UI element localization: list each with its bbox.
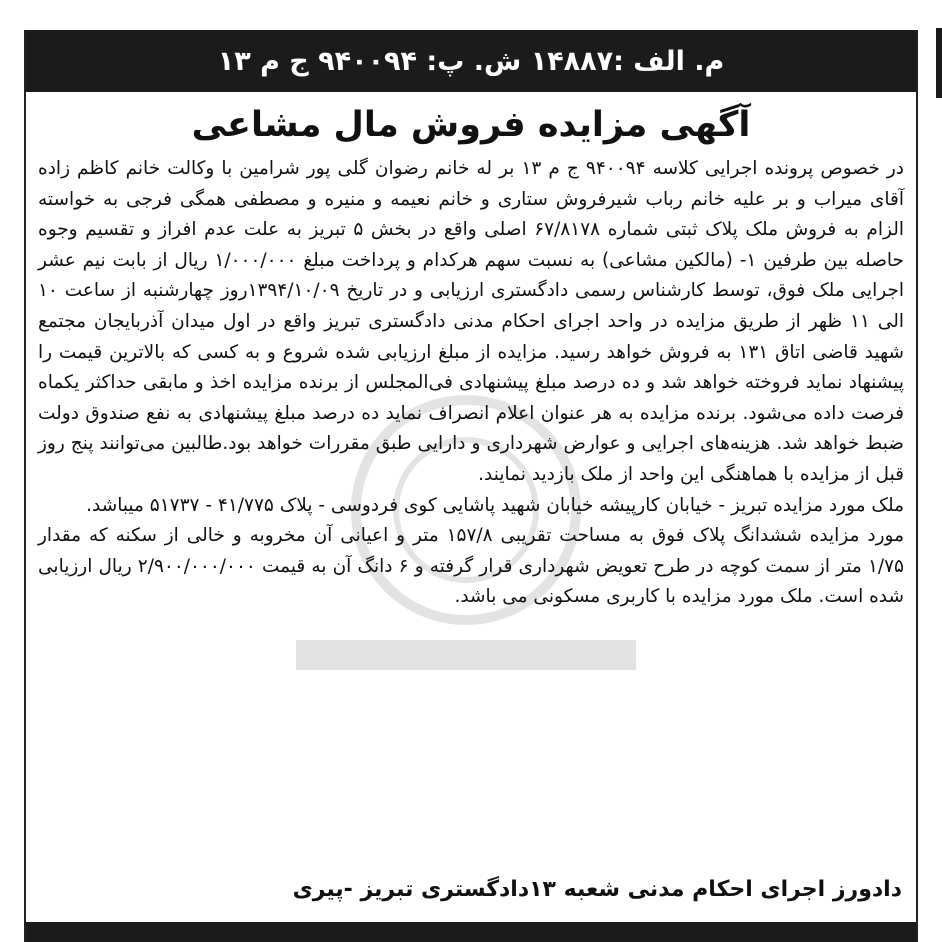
reference-number: م. الف :۱۴۸۸۷ ش. پ: ۹۴۰۰۹۴ ج م ۱۳ — [217, 45, 725, 77]
ad-paragraph-main: در خصوص پرونده اجرایی کلاسه ۹۴۰۰۹۴ ج م ۱۳ بر له خانم رضوان گلی پور شرامین با وکالت خانم کاظم زاده آقای میراب و بر علیه خانم رباب شیرفروش ستاری و خانم نعیمه و منیره و مصطفی همگی فرجی به خواسته الزام به فروش ملک پلاک ثبتی شماره ۶۷/۸۱۷۸ اصلی واقع در بخش ۵ تبریز به علت عدم افراز و تقسیم وجوه حاصله بین طرفین ۱- (مالکین مشاعی) به نسبت سهم هرکدام و پرداخت مبلغ ۱/۰۰۰/۰۰۰ ریال از بابت نیم عشر اجرایی ملک فوق، توسط کارشناس رسمی دادگستری ارزیابی و در تاریخ ۱۳۹۴/۱۰/۰۹روز چهارشنبه از ساعت ۱۰ الی ۱۱ ظهر از طریق مزایده در واحد اجرای احکام مدنی دادگستری تبریز واقع در اول میدان آذربایجان مجتمع شهید قاضی اتاق ۱۳۱ به فروش خواهد رسید. مزایده از مبلغ ارزیابی شده شروع و به کسی که بالاترین قیمت را پیشنهاد نماید فروخته خواهد شد و ده درصد مبلغ پیشنهادی فی‌المجلس از برنده مزایده اخذ و مابقی حداکثر یکماه فرصت داده می‌شود. برنده مزایده به هر عنوان اعلام انصراف نماید ده درصد مبلغ پیشنهادی به نفع صندوق دولت ضبط خواهد شد. هزینه‌های اجرایی و عوارض شهرداری و دارایی طبق مقررات خواهد بود.طالبین می‌توانند پنج روز قبل از مزایده با هماهنگی این واحد از ملک بازدید نمایند. — [38, 158, 905, 485]
ad-title: آگهی مزایده فروش مال مشاعی — [191, 105, 751, 145]
advertisement-frame — [24, 30, 918, 942]
ad-body — [38, 154, 904, 613]
ad-paragraph-location: ملک مورد مزایده تبریز - خیابان کارپیشه خیابان شهید پاشایی کوی فردوسی - پلاک ۴۱/۷۷۵ - ۵۱۷۳۷ میباشد. — [86, 494, 904, 516]
page-edge-rule — [936, 28, 942, 98]
ad-paragraph-description: مورد مزایده ششدانگ پلاک فوق به مساحت تقریبی ۱۵۷/۸ متر و اعیانی آن مخروبه و خالی از سکنه که مقدار ۱/۷۵ متر از سمت کوچه در طرح تعویض شهرداری قرار گرفته و ۶ دانگ آن به قیمت ۲/۹۰۰/۰۰۰/۰۰۰ ریال ارزیابی شده است. ملک مورد مزایده با کاربری مسکونی می باشد. — [38, 525, 904, 608]
footer-bar — [26, 922, 916, 942]
ad-signature: دادورز اجرای احکام مدنی شعبه ۱۳دادگستری تبریز -پیری — [292, 877, 902, 902]
reference-header-bar — [26, 30, 916, 92]
